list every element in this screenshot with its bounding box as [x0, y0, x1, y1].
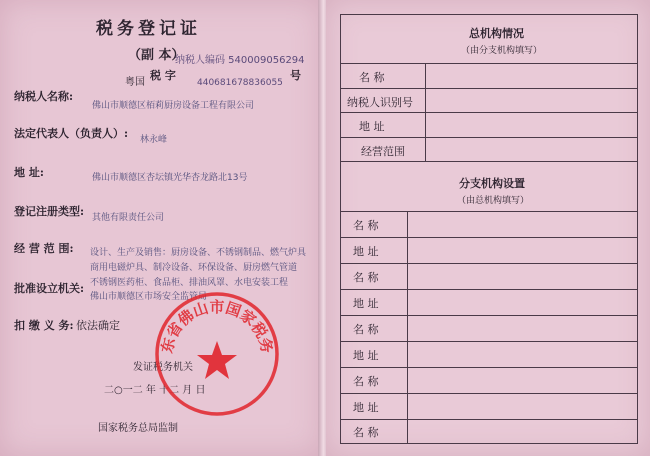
address-label: 地 址: — [14, 166, 44, 179]
branch-name-label: 名 称 — [353, 323, 379, 336]
scope-label: 经 营 范 围: — [14, 242, 74, 255]
hq-taxid-label: 纳税人识别号 — [347, 96, 413, 109]
tax-word: 税 字 — [150, 69, 176, 82]
hq-name-label: 名 称 — [359, 71, 385, 84]
svg-text:广东省佛山市国家税务局 — [152, 289, 276, 355]
left-page — [0, 0, 322, 456]
scope-line-2: 商用电磁炉具、制冷设备、环保设备、厨房燃气管道 — [90, 263, 298, 273]
hq-header: 总机构情况 — [469, 27, 524, 40]
reg-type-value: 其他有限责任公司 — [92, 213, 165, 223]
tax-prefix: 粤国 — [125, 77, 145, 88]
duty-label: 扣 缴 义 务: — [14, 319, 74, 332]
reg-type-label: 登记注册类型: — [14, 205, 85, 218]
branch-subheader: （由总机构填写） — [457, 196, 530, 206]
right-page — [326, 0, 650, 456]
branch-name-label: 名 称 — [353, 271, 379, 284]
copy-label: （副 本） — [128, 48, 185, 63]
branch-name-label: 名 称 — [353, 375, 379, 388]
approval-value: 佛山市顺德区市场安全监管局 — [90, 292, 208, 302]
hq-subheader: （由分支机构填写） — [461, 46, 543, 56]
approval-label: 批准设立机关: — [14, 282, 85, 295]
seal-star-icon — [197, 341, 237, 379]
bureau-label: 国家税务总局监制 — [98, 423, 178, 434]
official-seal — [152, 289, 282, 419]
scope-line-3: 不锈钢医药柜、食品柜、排油风罩、水电安装工程 — [90, 278, 289, 288]
branch-name-label: 名 称 — [353, 426, 379, 439]
branch-name-label: 名 称 — [353, 219, 379, 232]
branch-addr-label: 地 址 — [353, 401, 379, 414]
legal-rep-label: 法定代表人（负责人）: — [14, 127, 129, 140]
hao-char: 号 — [290, 69, 301, 82]
duty-value: 依法确定 — [76, 319, 120, 332]
tax-number: 440681678836055 — [197, 78, 283, 88]
taxpayer-name-value: 佛山市顺德区栢莉厨房设备工程有限公司 — [92, 101, 255, 111]
taxpayer-name-label: 纳税人名称: — [14, 90, 74, 103]
hq-address-label: 地 址 — [359, 120, 385, 133]
issuer-label: 发证税务机关 — [133, 362, 193, 373]
seal-text: 东省佛山市国家税务 — [157, 298, 277, 355]
branch-addr-label: 地 址 — [353, 245, 379, 258]
certificate-title: 税务登记证 — [96, 19, 201, 39]
scope-line-1: 设计、生产及销售：厨房设备、不锈钢制品、燃气炉具 — [90, 248, 307, 258]
hq-scope-label: 经营范围 — [361, 145, 405, 158]
branch-header: 分支机构设置 — [459, 177, 525, 190]
taxpayer-code: 纳税人编码 540009056294 — [175, 55, 305, 66]
issue-date: 二○一二 年 十二 月 日 — [104, 385, 206, 396]
branch-addr-label: 地 址 — [353, 349, 379, 362]
branch-addr-label: 地 址 — [353, 297, 379, 310]
address-value: 佛山市顺德区杏坛镇光华杏龙路北13号 — [92, 173, 248, 183]
legal-rep-value: 林永峰 — [140, 135, 168, 145]
branch-table — [340, 14, 638, 444]
